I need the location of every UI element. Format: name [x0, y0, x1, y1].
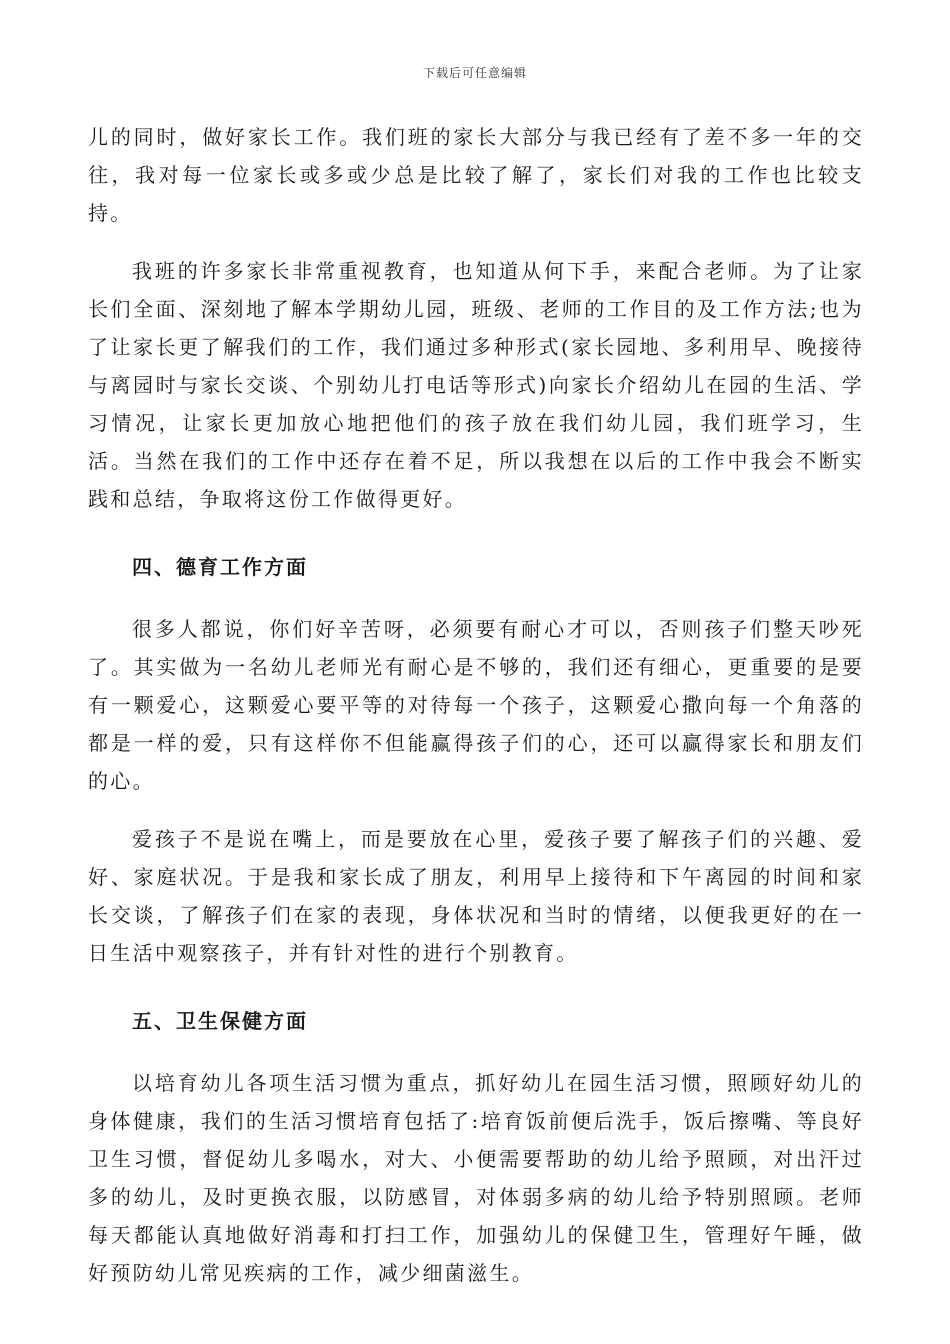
document-body [88, 118, 864, 1292]
paragraph-parents: 我班的许多家长非常重视教育，也知道从何下手，来配合老师。为了让家长们全面、深刻地了解本学期幼儿园，班级、老师的工作目的及工作方法;也为了让家长更了解我们的工作，我们通过多种形式(家长园地、多利用早、晚接待与离园时与家长交谈、个别幼儿打电话等形式)向家长介绍幼儿在园的生活、学习情况，让家长更加放心地把他们的孩子放在我们幼儿园，我们班学习，生活。当然在我们的工作中还存在着不足，所以我想在以后的工作中我会不断实践和总结，争取将这份工作做得更好。 [88, 259, 864, 511]
section-heading-health-care: 五、卫生保健方面 [132, 1009, 308, 1033]
page-header: 下载后可任意编辑 [422, 66, 527, 80]
paragraph-patience: 很多人都说，你们好辛苦呀，必须要有耐心才可以，否则孩子们整天吵死了。其实做为一名幼儿老师光有耐心是不够的，我们还有细心，更重要的是要有一颗爱心，这颗爱心要平等的对待每一个孩子，这颗爱心撒向每一个角落的都是一样的爱，只有这样你不但能赢得孩子们的心，还可以赢得家长和朋友们的心。 [88, 617, 864, 793]
paragraph-love-children: 爱孩子不是说在嘴上，而是要放在心里，爱孩子要了解孩子们的兴趣、爱好、家庭状况。于是我和家长成了朋友，利用早上接待和下午离园的时间和家长交谈，了解孩子们在家的表现，身体状况和当时的情绪，以便我更好的在一日生活中观察孩子，并有针对性的进行个别教育。 [88, 827, 864, 965]
paragraph-continuation: 儿的同时，做好家长工作。我们班的家长大部分与我已经有了差不多一年的交往，我对每一位家长或多或少总是比较了解了，家长们对我的工作也比较支持。 [88, 125, 864, 225]
paragraph-habits: 以培育幼儿各项生活习惯为重点，抓好幼儿在园生活习惯，照顾好幼儿的身体健康，我们的生活习惯培育包括了:培育饭前便后洗手，饭后擦嘴、等良好卫生习惯，督促幼儿多喝水，对大、小便需要帮助的幼儿给予照顾，对出汗过多的幼儿，及时更换衣服，以防感冒，对体弱多病的幼儿给予特别照顾。老师每天都能认真地做好消毒和打扫工作，加强幼儿的保健卫生，管理好午睡，做好预防幼儿常见疾病的工作，减少细菌滋生。 [88, 1071, 864, 1285]
section-heading-moral-education: 四、德育工作方面 [132, 555, 308, 579]
